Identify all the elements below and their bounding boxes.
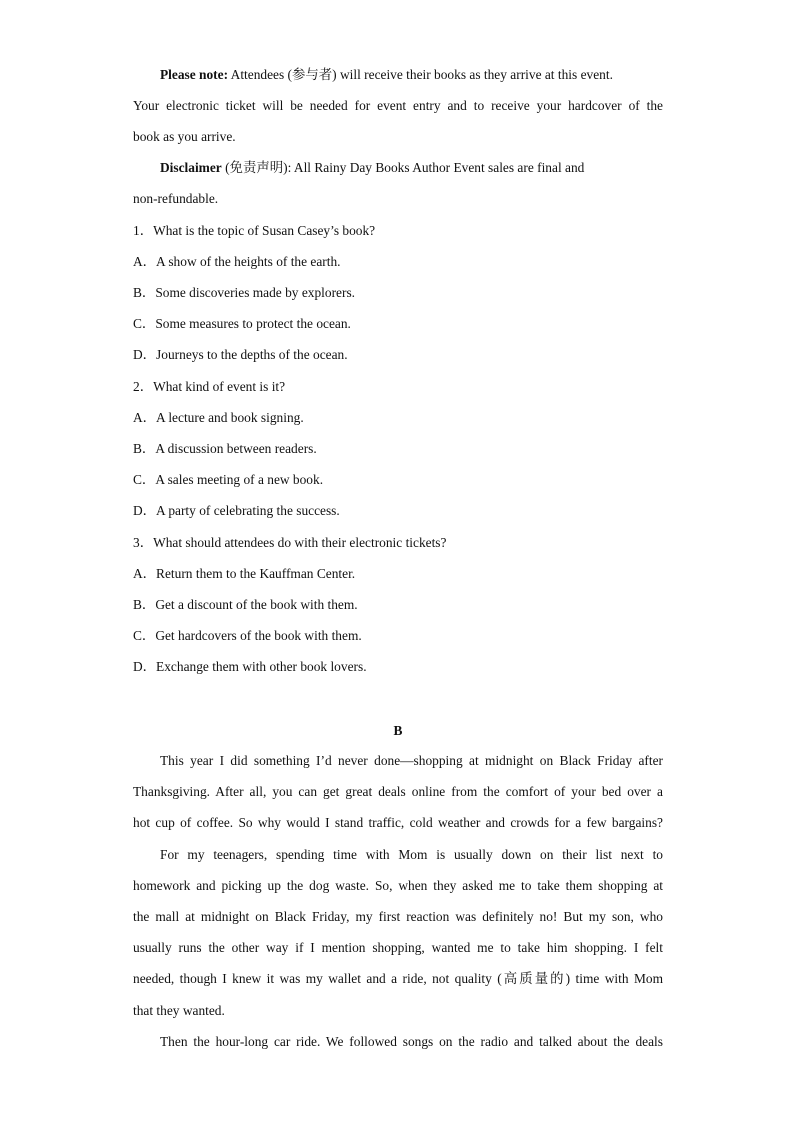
question-2-stem: 2．What kind of event is it? [133,379,286,394]
passage-p2-line-2: homework and picking up the dog waste. So, when they asked me to take them shopping at [133,878,663,893]
note-label: Please note: [160,67,229,82]
question-1-stem: 1．What is the topic of Susan Casey’s book? [133,223,376,238]
disclaimer-text-1: (免责声明): All Rainy Day Books Author Event sales are final and [225,160,585,175]
question-3-option-d: D．Exchange them with other book lovers. [133,659,367,674]
question-2-option-d: D．A party of celebrating the success. [133,503,340,518]
note-line-2: Your electronic ticket will be needed for event entry and to receive your hardcover of the [133,98,663,113]
question-1-option-d: D．Journeys to the depths of the ocean. [133,347,348,362]
passage-p3-line-1: Then the hour-long car ride. We followed songs on the radio and talked about the deals [160,1034,663,1049]
passage-p2-line-5: needed, though I knew it was my wallet and a ride, not quality (高质量的) time with Mom [133,971,663,986]
question-1-option-a: A．A show of the heights of the earth. [133,254,341,269]
question-1-option-c: C．Some measures to protect the ocean. [133,316,351,331]
section-b-heading: B [393,723,403,738]
question-1-option-b: B．Some discoveries made by explorers. [133,285,356,300]
passage-p2-line-1: For my teenagers, spending time with Mom is usually down on their list next to [160,847,663,862]
question-2-option-a: A．A lecture and book signing. [133,410,304,425]
question-3-option-c: C．Get hardcovers of the book with them. [133,628,362,643]
question-2-option-c: C．A sales meeting of a new book. [133,472,324,487]
question-2-option-b: B．A discussion between readers. [133,441,317,456]
passage-p2-line-3: the mall at midnight on Black Friday, my first reaction was definitely no! But my son, who [133,909,663,924]
passage-p2-line-4: usually runs the other way if I mention shopping, wanted me to take him shopping. I felt [133,940,663,955]
passage-p1-line-3: hot cup of coffee. So why would I stand traffic, cold weather and crowds for a few bargains? [133,815,663,830]
passage-p2-line-6: that they wanted. [133,1003,225,1018]
note-text-1: Attendees (参与者) will receive their books as they arrive at this event. [230,67,613,82]
passage-p1-line-2: Thanksgiving. After all, you can get great deals online from the comfort of your bed over a [133,784,663,799]
question-3-stem: 3．What should attendees do with their electronic tickets? [133,535,447,550]
note-line-1 [160,65,613,85]
passage-p1-line-1: This year I did something I’d never done—shopping at midnight on Black Friday after [160,753,663,768]
note-line-3: book as you arrive. [133,129,236,144]
disclaimer-label: Disclaimer [160,160,222,175]
disclaimer-line-1 [160,158,584,178]
question-3-option-a: A．Return them to the Kauffman Center. [133,566,356,581]
disclaimer-line-2: non-refundable. [133,191,219,206]
question-3-option-b: B．Get a discount of the book with them. [133,597,358,612]
